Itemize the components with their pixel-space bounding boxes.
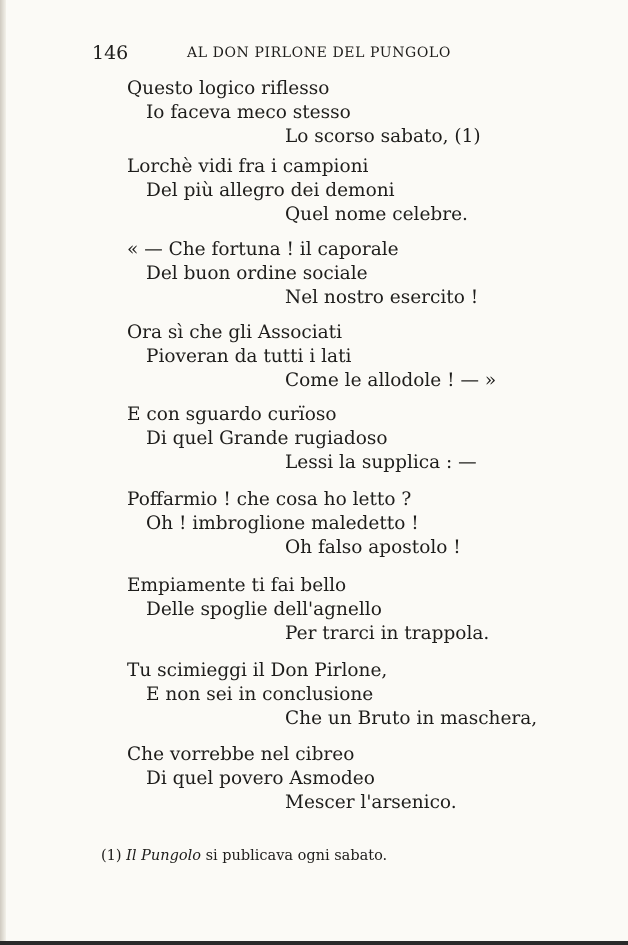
- verse-line: « — Che fortuna ! il caporale: [127, 239, 399, 260]
- verse-line: Delle spoglie dell'agnello: [146, 599, 382, 620]
- page-header: [92, 42, 452, 66]
- verse-line: Di quel Grande rugiadoso: [146, 428, 388, 449]
- page-bottom-edge: [0, 941, 628, 945]
- verse-line: Mescer l'arsenico.: [285, 792, 457, 813]
- running-title: AL DON PIRLONE DEL PUNGOLO: [187, 45, 451, 61]
- verse-line: Questo logico riflesso: [127, 78, 330, 99]
- verse-line: Io faceva meco stesso: [146, 102, 351, 123]
- footnote-text: si publicava ogni sabato.: [205, 848, 388, 864]
- verse-line: Poffarmio ! che cosa ho letto ?: [127, 489, 412, 510]
- verse-line: Di quel povero Asmodeo: [146, 768, 375, 789]
- verse-line: Quel nome celebre.: [285, 204, 468, 225]
- verse-line: Tu scimieggi il Don Pirlone,: [127, 660, 388, 681]
- verse-line: Lessi la supplica : —: [285, 452, 477, 473]
- footnote-marker: (1): [101, 848, 122, 864]
- verse-line: Lo scorso sabato, (1): [285, 126, 481, 147]
- verse-line: Lorchè vidi fra i campioni: [127, 156, 369, 177]
- footnote: [101, 848, 387, 864]
- verse-line: Pioveran da tutti i lati: [146, 346, 352, 367]
- verse-line: Del buon ordine sociale: [146, 263, 368, 284]
- verse-line: E non sei in conclusione: [146, 684, 374, 705]
- verse-line: Ora sì che gli Associati: [127, 322, 343, 343]
- page-number: 146: [92, 42, 129, 64]
- verse-line: Del più allegro dei demoni: [146, 180, 395, 201]
- verse-line: Come le allodole ! — »: [285, 370, 497, 391]
- verse-line: Empiamente ti fai bello: [127, 575, 347, 596]
- verse-line: Che vorrebbe nel cibreo: [127, 744, 355, 765]
- verse-line: E con sguardo curïoso: [127, 404, 337, 425]
- verse-line: Per trarci in trappola.: [285, 623, 490, 644]
- verse-line: Oh ! imbroglione maledetto !: [146, 513, 419, 534]
- verse-line: Oh falso apostolo !: [285, 537, 461, 558]
- verse-line: Che un Bruto in maschera,: [285, 708, 538, 729]
- verse-line: Nel nostro esercito !: [285, 287, 479, 308]
- page-gutter-shadow: [0, 0, 6, 945]
- footnote-italic-title: Il Pungolo: [126, 848, 201, 864]
